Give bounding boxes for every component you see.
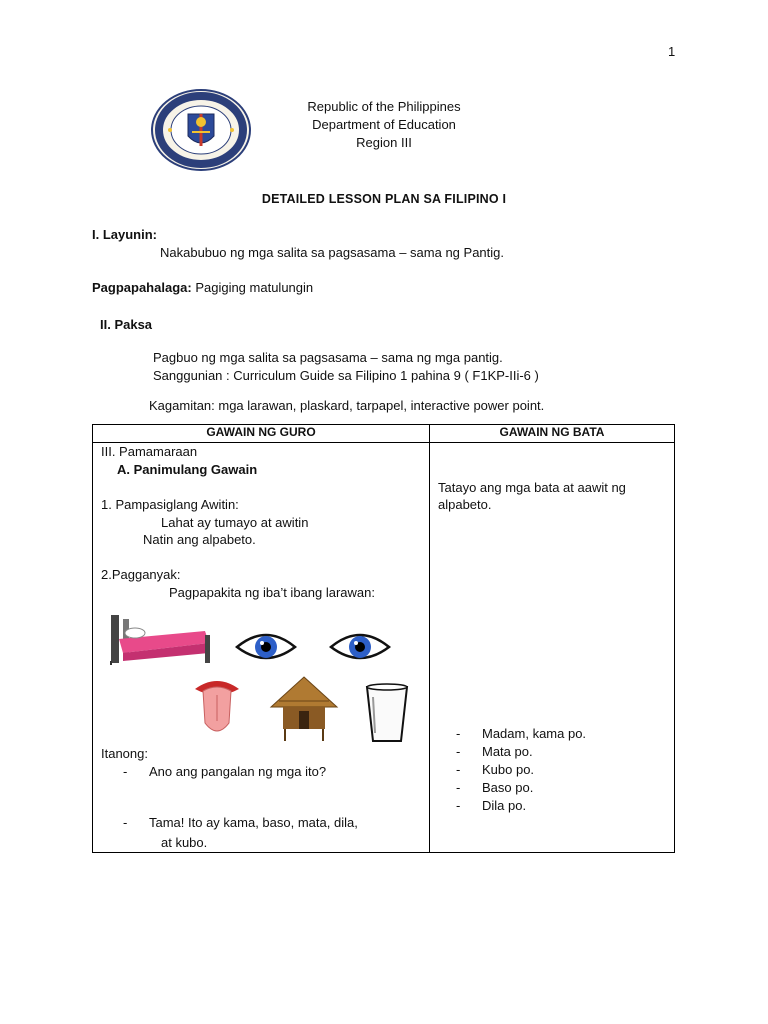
answer-text: Baso po.: [482, 780, 534, 795]
panimulang-gawain: A. Panimulang Gawain: [117, 462, 258, 477]
pampasigla-heading: 1. Pampasiglang Awitin:: [101, 497, 239, 512]
bed-picture: [109, 609, 215, 667]
answer-3: [456, 762, 534, 777]
paksa-heading: II. Paksa: [100, 317, 153, 332]
guro-cell: [93, 443, 429, 852]
itanong-heading: Itanong:: [101, 746, 148, 761]
answer-2: [456, 744, 533, 759]
header-department: Department of Education: [312, 117, 456, 132]
pagpapahalaga-text: Pagiging matulungin: [191, 280, 314, 295]
deped-seal-logo: [150, 88, 252, 172]
bullet-dash: -: [456, 798, 461, 813]
tongue-picture: [193, 677, 241, 739]
column-header-bata: GAWAIN NG BATA: [430, 425, 675, 443]
bullet-dash: -: [456, 780, 461, 795]
answer-text: Madam, kama po.: [482, 726, 587, 741]
question-1-text: Ano ang pangalan ng mga ito?: [149, 764, 327, 779]
bullet-dash: -: [456, 762, 461, 777]
header-block: [270, 98, 498, 152]
pagpapahalaga: [92, 280, 313, 295]
answer-1: [456, 726, 586, 741]
pamamaraan-heading: III. Pamamaraan: [101, 444, 198, 459]
header-region: Region III: [356, 135, 412, 150]
pagpapahalaga-label: Pagpapahalaga:: [92, 280, 192, 295]
question-2-continued: at kubo.: [161, 835, 208, 850]
tatayo-line2: alpabeto.: [438, 497, 492, 512]
lesson-table: [92, 424, 675, 853]
paksa-kagamitan: Kagamitan: mga larawan, plaskard, tarpapel, interactive power point.: [149, 398, 545, 413]
awit-line2: Natin ang alpabeto.: [143, 532, 256, 547]
answer-text: Mata po.: [482, 744, 533, 759]
bata-cell: [430, 443, 674, 852]
bullet-dash: -: [456, 726, 461, 741]
layunin-heading: I. Layunin:: [92, 227, 157, 242]
question-2-text: Tama! Ito ay kama, baso, mata, dila,: [149, 815, 358, 830]
bullet-dash: -: [456, 744, 461, 759]
tatayo-line1: Tatayo ang mga bata at aawit ng: [438, 480, 626, 495]
pagpapakita-text: Pagpapakita ng iba’t ibang larawan:: [169, 585, 375, 600]
bullet-dash: -: [123, 764, 128, 779]
awit-line1: Lahat ay tumayo at awitin: [161, 515, 309, 530]
layunin-text: Nakabubuo ng mga salita sa pagsasama – sama ng Pantig.: [160, 245, 504, 260]
paksa-sanggunian: Sanggunian : Curriculum Guide sa Filipino 1 pahina 9 ( F1KP-IIi-6 ): [153, 368, 539, 383]
question-1: [123, 764, 326, 779]
answer-text: Kubo po.: [482, 762, 535, 777]
question-2: [123, 815, 358, 830]
pagganyak-heading: 2.Pagganyak:: [101, 567, 181, 582]
paksa-line1: Pagbuo ng mga salita sa pagsasama – sama ng mga pantig.: [153, 350, 503, 365]
glass-picture: [363, 683, 411, 745]
document-title: DETAILED LESSON PLAN SA FILIPINO I: [261, 192, 507, 206]
answer-4: [456, 780, 533, 795]
column-header-guro: GAWAIN NG GURO: [93, 425, 430, 443]
eye-picture: [235, 629, 297, 665]
page-number: 1: [668, 44, 676, 59]
answer-text: Dila po.: [482, 798, 527, 813]
eye-picture: [329, 629, 391, 665]
hut-picture: [269, 675, 339, 743]
answer-5: [456, 798, 526, 813]
header-republic: Republic of the Philippines: [307, 99, 461, 114]
bullet-dash: -: [123, 815, 128, 830]
